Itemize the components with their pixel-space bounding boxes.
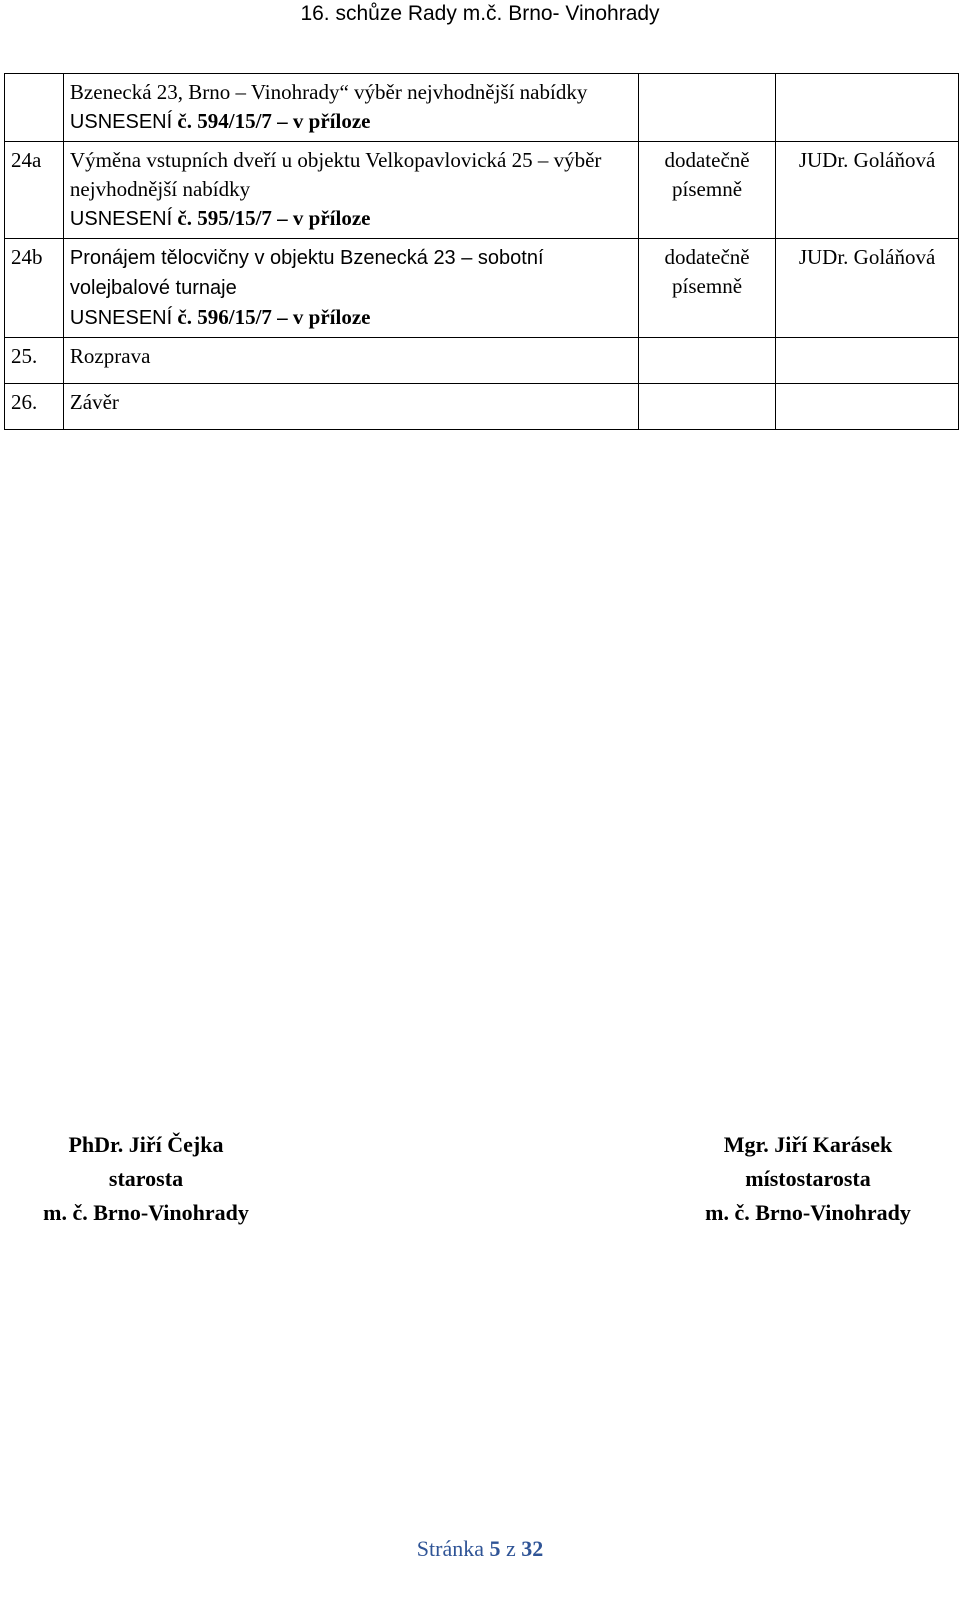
item-number: 26. <box>5 384 64 430</box>
resolution-number: č. 595/15/7 – v příloze <box>177 206 371 230</box>
item-number: 24a <box>5 142 64 239</box>
document-title: 16. schůze Rady m.č. Brno- Vinohrady <box>300 2 660 25</box>
signatory-role: starosta <box>108 1166 184 1191</box>
table-row <box>5 384 959 430</box>
signatory-office: m. č. Brno-Vinohrady <box>43 1200 249 1225</box>
item-resolution <box>70 107 632 137</box>
item-description-cell <box>63 74 638 142</box>
page-label: Stránka <box>416 1536 484 1561</box>
item-resolution <box>70 303 632 333</box>
resolution-number: č. 596/15/7 – v příloze <box>177 305 371 329</box>
item-description-cell <box>63 142 638 239</box>
item-note: dodatečně písemně <box>638 239 775 338</box>
signature-block <box>0 1128 960 1238</box>
item-number: 25. <box>5 338 64 384</box>
page-separator: z <box>505 1536 516 1561</box>
item-person <box>776 74 959 142</box>
signatory-name: Mgr. Jiří Karásek <box>723 1132 893 1157</box>
item-number <box>5 74 64 142</box>
item-note <box>638 74 775 142</box>
item-note <box>638 384 775 430</box>
table-row <box>5 338 959 384</box>
item-person <box>776 338 959 384</box>
item-note: dodatečně písemně <box>638 142 775 239</box>
signature-left <box>0 1128 306 1230</box>
page-footer <box>0 1534 960 1564</box>
signature-right <box>648 1128 960 1230</box>
item-resolution <box>70 204 632 234</box>
item-description: Bzenecká 23, Brno – Vinohrady“ výběr nejvhodnější nabídky <box>69 80 588 104</box>
signatory-office: m. č. Brno-Vinohrady <box>705 1200 911 1225</box>
page-header <box>0 0 960 28</box>
item-person: JUDr. Goláňová <box>776 142 959 239</box>
item-description: Výměna vstupních dveří u objektu Velkopavlovická 25 – výběr nejvhodnější nabídky <box>69 148 602 201</box>
item-description-cell <box>63 239 638 338</box>
resolution-number: č. 594/15/7 – v příloze <box>177 109 371 133</box>
table-row <box>5 239 959 338</box>
table-row <box>5 74 959 142</box>
resolution-label: USNESENÍ <box>69 208 173 230</box>
item-person: JUDr. Goláňová <box>776 239 959 338</box>
page-current: 5 <box>489 1536 501 1561</box>
item-description: Závěr <box>63 384 638 430</box>
item-description: Rozprava <box>63 338 638 384</box>
item-note <box>638 338 775 384</box>
resolution-label: USNESENÍ <box>69 307 173 329</box>
resolution-label: USNESENÍ <box>69 111 173 133</box>
agenda-table <box>4 73 959 430</box>
signatory-name: PhDr. Jiří Čejka <box>68 1132 224 1157</box>
signatory-role: místostarosta <box>745 1166 871 1191</box>
item-person <box>776 384 959 430</box>
table-row <box>5 142 959 239</box>
page-total: 32 <box>521 1536 544 1561</box>
item-number: 24b <box>5 239 64 338</box>
item-description: Pronájem tělocvičny v objektu Bzenecká 23 – sobotní volejbalové turnaje <box>69 247 544 299</box>
